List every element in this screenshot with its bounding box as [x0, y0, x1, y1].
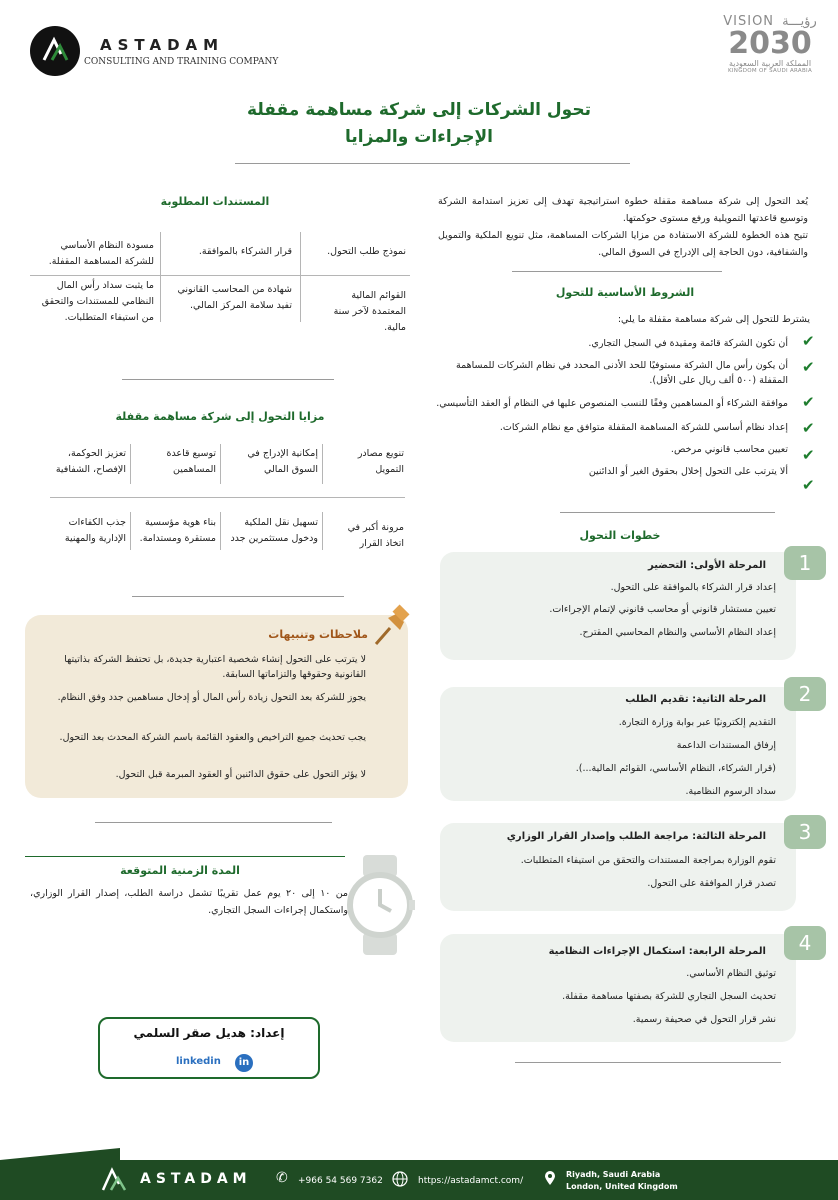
advantage-item: توسيع قاعدة المساهمين: [166, 448, 216, 475]
document-item: قرار الشركاء بالموافقة.: [198, 246, 292, 257]
step-title: المرحلة الثالثة: مراجعة الطلب وإصدار القرار الوزاري: [506, 831, 766, 842]
intro-paragraph-2: تتيح هذه الخطوة للشركة الاستفادة من مزايا الشركات المساهمة، مثل تنويع الملكية والتمويل والشفافية، دون الحاجة إلى الإدراج في السوق المالي.: [438, 230, 808, 258]
step-line: تصدر قرار الموافقة على التحول.: [647, 878, 776, 889]
brand-subtitle: CONSULTING AND TRAINING COMPANY: [84, 57, 279, 67]
phone-icon: ✆: [276, 1170, 288, 1186]
duration-text: من ١٠ إلى ٢٠ يوم عمل تقريبًا تشمل دراسة الطلب، إصدار القرار الوزاري، واستكمال إجراءات السجل التجاري.: [30, 888, 349, 916]
documents-divider: [122, 379, 334, 380]
document-item: شهادة من المحاسب القانوني تفيد سلامة المركز المالي.: [177, 284, 292, 311]
advantage-item: بناء هوية مؤسسية مستقرة ومستدامة.: [139, 517, 216, 544]
title-divider: [235, 163, 630, 164]
step-line: إعداد قرار الشركاء بالموافقة على التحول.: [610, 582, 776, 593]
check-icon: ✔: [802, 393, 815, 411]
linkedin-link[interactable]: linkedin: [176, 1056, 221, 1067]
advantage-item: تعزيز الحوكمة، الإفصاح، الشفافية: [55, 448, 126, 475]
step-line: تعيين مستشار قانوني أو محاسب قانوني لإتمام الإجراءات.: [549, 604, 776, 615]
check-icon: ✔: [802, 476, 815, 494]
advantages-col-divider: [130, 444, 131, 484]
footer-brand: ASTADAM: [140, 1171, 252, 1187]
conditions-divider: [560, 512, 775, 513]
linkedin-icon[interactable]: in: [235, 1054, 253, 1072]
document-item: نموذج طلب التحول.: [327, 246, 406, 257]
advantages-col-divider: [322, 444, 323, 484]
condition-item: ألا يترتب على التحول إخلال بحقوق الغير أو الدائنين: [588, 466, 788, 477]
step-line: (قرار الشركاء، النظام الأساسي، القوائم المالية...).: [575, 763, 776, 774]
advantage-item: تنويع مصادر التمويل: [357, 448, 404, 475]
advantages-col-divider: [220, 444, 221, 484]
logo-mark-icon: [30, 26, 80, 76]
vision-2030-logo: [718, 14, 822, 86]
conditions-heading: الشروط الأساسية للتحول: [555, 286, 695, 299]
steps-divider: [515, 1062, 781, 1063]
intro-paragraph-1: يُعد التحول إلى شركة مساهمة مقفلة خطوة استراتيجية تهدف إلى تعزيز استدامة الشركة وتوسيع قاعدتها التمويلية ورفع مستوى حوكمتها.: [438, 196, 808, 224]
footer-accent: [0, 1148, 120, 1160]
documents-heading: المستندات المطلوبة: [160, 195, 270, 208]
step-number: 3: [784, 815, 826, 849]
page-subtitle: الإجراءات والمزايا: [344, 127, 493, 147]
brand-name: ASTADAM: [100, 36, 225, 54]
check-icon: ✔: [802, 358, 815, 376]
note-item: لا يؤثر التحول على حقوق الدائنين أو العقود المبرمة قبل التحول.: [115, 769, 366, 780]
document-item: القوائم المالية المعتمدة لآخر سنة مالية.: [333, 290, 406, 333]
footer-location-1: Riyadh, Saudi Arabia: [566, 1170, 661, 1179]
check-icon: ✔: [802, 332, 815, 350]
advantages-col-divider: [322, 512, 323, 550]
notes-divider: [95, 822, 332, 823]
globe-icon: [392, 1171, 408, 1191]
astadam-logo: [30, 26, 80, 76]
condition-item: أن تكون الشركة قائمة ومقيدة في السجل التجاري.: [588, 338, 788, 349]
footer-website[interactable]: https://astadamct.com/: [418, 1176, 524, 1186]
step-line: توثيق النظام الأساسي.: [686, 968, 776, 979]
advantage-item: مرونة أكبر في اتخاذ القرار: [347, 522, 404, 549]
step-line: إرفاق المستندات الداعمة: [676, 740, 776, 751]
step-number: 4: [784, 926, 826, 960]
advantages-row-divider: [50, 497, 405, 498]
step-title: المرحلة الرابعة: استكمال الإجراءات النظامية: [548, 946, 766, 957]
documents-row-divider: [30, 275, 410, 276]
note-item: لا يترتب على التحول إنشاء شخصية اعتبارية جديدة، بل تحتفظ الشركة بذاتيتها القانونية وحقوقها والتزاماتها السابقة.: [64, 654, 366, 680]
advantage-item: تسهيل نقل الملكية ودخول مستثمرين جدد: [230, 517, 318, 544]
condition-item: تعيين محاسب قانوني مرخص.: [670, 444, 788, 455]
notes-heading: ملاحظات وتنبيهات: [268, 628, 368, 641]
condition-item: إعداد نظام أساسي للشركة المساهمة المقفلة متوافق مع نظام الشركات.: [499, 422, 788, 433]
advantages-heading: مزايا التحول إلى شركة مساهمة مقفلة: [115, 410, 325, 423]
advantages-divider: [132, 596, 344, 597]
footer-phone[interactable]: +966 54 569 7362: [298, 1176, 383, 1186]
step-number: 2: [784, 677, 826, 711]
page-title: تحول الشركات إلى شركة مساهمة مقفلة: [247, 100, 591, 120]
vision-word: VISION: [723, 14, 775, 29]
check-icon: ✔: [802, 446, 815, 464]
watch-icon: [345, 855, 415, 959]
vision-ar: رؤيـــة: [782, 14, 817, 29]
duration-top-line: [25, 856, 345, 857]
kingdom-en: KINGDOM OF SAUDI ARABIA: [727, 68, 813, 74]
document-item: ما يثبت سداد رأس المال النظامي للمستندات والتحقق من استيفاء المتطلبات.: [41, 280, 154, 323]
vision-year: 2030: [728, 26, 812, 61]
location-pin-icon: [544, 1170, 556, 1190]
prepared-by-label: إعداد: هديل صقر السلمي: [133, 1026, 285, 1040]
step-line: تحديث السجل التجاري للشركة بصفتها مساهمة مقفلة.: [562, 991, 776, 1002]
kingdom-ar: المملكة العربية السعودية: [728, 59, 812, 68]
intro-divider: [512, 271, 722, 272]
advantage-item: جذب الكفاءات الإدارية والمهنية: [64, 517, 126, 544]
advantage-item: إمكانية الإدراج في السوق المالي: [247, 448, 318, 475]
step-line: تقوم الوزارة بمراجعة المستندات والتحقق من استيفاء المتطلبات.: [520, 855, 776, 866]
note-item: يجوز للشركة بعد التحول زيادة رأس المال أو إدخال مساهمين جدد وفق النظام.: [57, 692, 366, 703]
step-line: سداد الرسوم النظامية.: [685, 786, 776, 797]
step-title: المرحلة الأولى: التحضير: [647, 560, 766, 571]
footer-logo-icon: [100, 1166, 130, 1196]
documents-col-divider: [300, 232, 301, 322]
footer-location-2: London, United Kingdom: [566, 1182, 678, 1191]
note-item: يجب تحديث جميع التراخيص والعقود القائمة باسم الشركة المحدث بعد التحول.: [59, 732, 366, 743]
advantages-col-divider: [220, 512, 221, 550]
pushpin-icon: [368, 604, 414, 654]
documents-col-divider: [160, 232, 161, 322]
step-line: التقديم إلكترونيًا عبر بوابة وزارة التجارة.: [618, 717, 776, 728]
step-number: 1: [784, 546, 826, 580]
step-line: إعداد النظام الأساسي والنظام المحاسبي المقترح.: [579, 627, 776, 638]
step-line: نشر قرار التحول في صحيفة رسمية.: [632, 1014, 776, 1025]
step-title: المرحلة الثانية: تقديم الطلب: [625, 694, 766, 705]
steps-heading: خطوات التحول: [579, 529, 661, 542]
duration-heading: المدة الزمنية المتوقعة: [120, 864, 240, 877]
advantages-col-divider: [130, 512, 131, 550]
condition-item: أن يكون رأس مال الشركة مستوفيًا للحد الأدنى المحدد في نظام الشركات للمساهمة المقفلة (٥٠٠ ألف ريال على الأقل).: [455, 360, 788, 386]
document-item: مسودة النظام الأساسي للشركة المساهمة المقفلة.: [48, 240, 154, 267]
conditions-lead: يشترط للتحول إلى شركة مساهمة مقفلة ما يلي:: [617, 314, 810, 325]
check-icon: ✔: [802, 419, 815, 437]
condition-item: موافقة الشركاء أو المساهمين وفقًا للنسب المنصوص عليها في النظام أو العقد التأسيسي.: [436, 398, 788, 409]
